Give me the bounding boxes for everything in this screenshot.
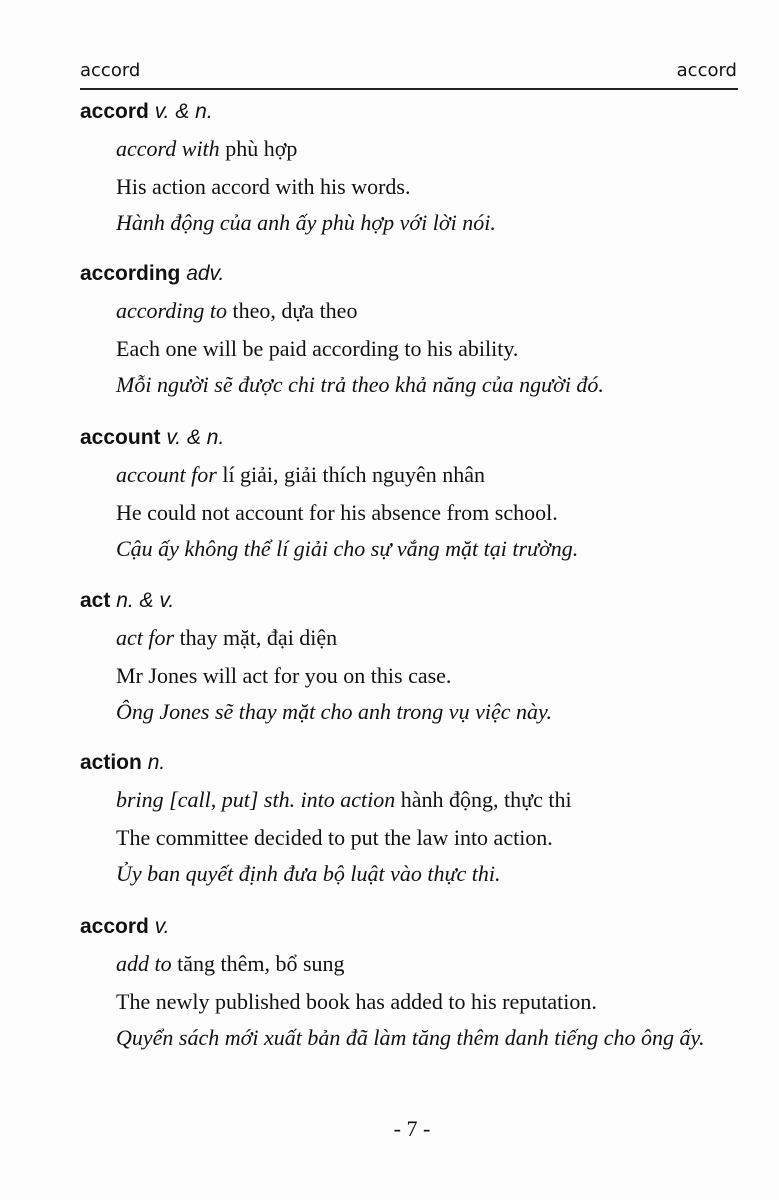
headword-line <box>80 259 750 289</box>
example-translation: Cậu ấy không thể lí giải cho sự vắng mặt tại trường. <box>116 536 579 561</box>
header-rule <box>80 88 738 90</box>
example-sentence: Each one will be paid according to his ability. <box>116 336 519 361</box>
phrase-line <box>116 946 750 982</box>
running-head-left: accord <box>80 60 141 81</box>
phrase: accord with <box>116 136 220 161</box>
phrase-line <box>116 620 750 656</box>
headword-line <box>80 912 750 942</box>
phrase: bring [call, put] sth. into action <box>116 787 396 812</box>
phrase-line <box>116 131 750 167</box>
page-number: - 7 - <box>393 1116 431 1141</box>
example-translation: Ủy ban quyết định đưa bộ luật vào thực thi. <box>116 861 501 886</box>
part-of-speech: v. <box>154 915 170 938</box>
meaning: hành động, thực thi <box>400 787 572 812</box>
meaning: thay mặt, đại diện <box>179 625 338 650</box>
dictionary-entry <box>80 97 750 241</box>
dictionary-entry <box>80 586 750 730</box>
headword-line <box>80 748 750 778</box>
example-translation: Ông Jones sẽ thay mặt cho anh trong vụ việc này. <box>116 699 553 724</box>
headword: account <box>80 426 161 449</box>
headword-line <box>80 423 750 453</box>
phrase-line <box>116 293 750 329</box>
example-translation: Quyển sách mới xuất bản đã làm tăng thêm danh tiếng cho ông ấy. <box>116 1025 705 1050</box>
phrase: according to <box>116 298 227 323</box>
part-of-speech: n. & v. <box>116 589 175 612</box>
phrase: account for <box>116 462 217 487</box>
part-of-speech: v. & n. <box>166 426 225 449</box>
meaning: theo, dựa theo <box>232 298 358 323</box>
headword: action <box>80 751 142 774</box>
headword-line <box>80 586 750 616</box>
phrase: act for <box>116 625 175 650</box>
headword: according <box>80 262 181 285</box>
running-head-right: accord <box>676 60 737 81</box>
meaning: lí giải, giải thích nguyên nhân <box>222 462 486 487</box>
example-sentence: He could not account for his absence from school. <box>116 500 558 525</box>
phrase-line <box>116 457 750 493</box>
example-translation: Mỗi người sẽ được chi trả theo khả năng của người đó. <box>116 372 604 397</box>
dictionary-entry <box>80 748 750 892</box>
example-sentence: His action accord with his words. <box>116 174 411 199</box>
dictionary-entry <box>80 259 750 403</box>
example-sentence: Mr Jones will act for you on this case. <box>116 663 452 688</box>
headword-line <box>80 97 750 127</box>
phrase: add to <box>116 951 172 976</box>
example-sentence: The committee decided to put the law into action. <box>116 825 553 850</box>
meaning: phù hợp <box>225 136 298 161</box>
headword: accord <box>80 100 149 123</box>
headword: act <box>80 589 111 612</box>
part-of-speech: n. <box>147 751 166 774</box>
dictionary-entry <box>80 912 750 1056</box>
phrase-line <box>116 782 750 818</box>
example-translation: Hành động của anh ấy phù hợp với lời nói. <box>116 210 496 235</box>
dictionary-entry <box>80 423 750 567</box>
part-of-speech: adv. <box>186 262 225 285</box>
meaning: tăng thêm, bổ sung <box>177 951 345 976</box>
part-of-speech: v. & n. <box>154 100 213 123</box>
example-sentence: The newly published book has added to his reputation. <box>116 989 597 1014</box>
headword: accord <box>80 915 149 938</box>
